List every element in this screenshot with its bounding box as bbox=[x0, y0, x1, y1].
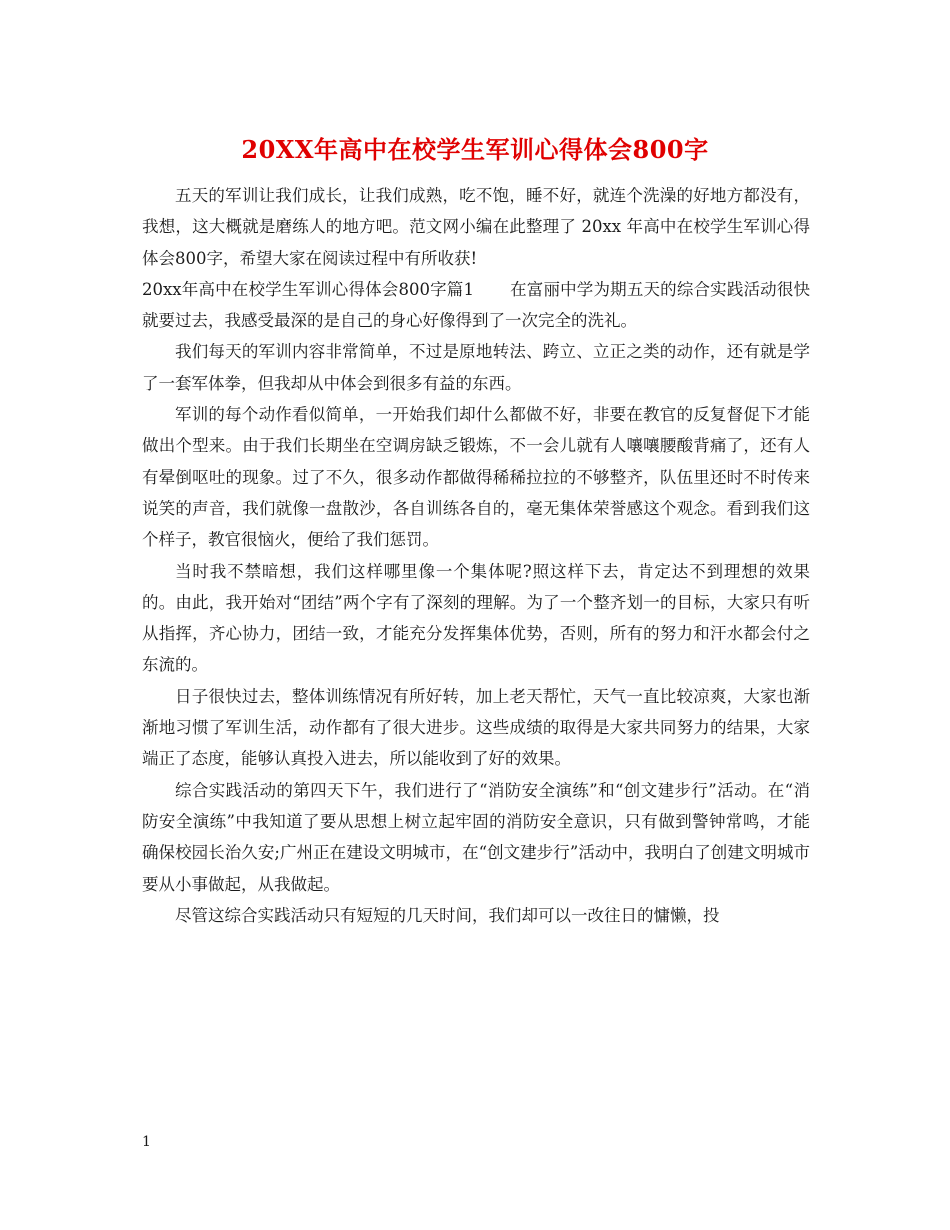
body-paragraph: 军训的每个动作看似简单，一开始我们却什么都做不好，非要在教官的反复督促下才能做出个型来。由于我们长期坐在空调房缺乏锻炼，不一会儿就有人嚷嚷腰酸背痛了，还有人有晕倒呕吐的现象。过了不久，很多动作都做得稀稀拉拉的不够整齐，队伍里还时不时传来说笑的声音，我们就像一盘散沙，各自训练各自的，毫无集体荣誉感这个观念。看到我们这个样子，教官很恼火，便给了我们惩罚。 bbox=[142, 405, 810, 550]
page-number: 1 bbox=[142, 1134, 151, 1150]
intro-paragraph: 五天的军训让我们成长，让我们成熟，吃不饱，睡不好，就连个洗澡的好地方都没有，我想，这大概就是磨练人的地方吧。范文网小编在此整理了 20xx 年高中在校学生军训心得体会800字，希望大家在阅读过程中有所收获! bbox=[142, 186, 810, 268]
body-paragraph: 综合实践活动的第四天下午，我们进行了“消防安全演练”和“创文建步行”活动。在“消防安全演练”中我知道了要从思想上树立起牢固的消防安全意识，只有做到警钟常鸣，才能确保校园长治久安;广州正在建设文明城市，在“创文建步行”活动中，我明白了创建文明城市要从小事做起，从我做起。 bbox=[142, 780, 810, 894]
body-paragraph: 当时我不禁暗想，我们这样哪里像一个集体呢?照这样下去，肯定达不到理想的效果的。由此，我开始对“团结”两个字有了深刻的理解。为了一个整齐划一的目标，大家只有听从指挥，齐心协力，团结一致，才能充分发挥集体优势，否则，所有的努力和汗水都会付之东流的。 bbox=[142, 561, 810, 675]
body-paragraph: 日子很快过去，整体训练情况有所好转，加上老天帮忙，天气一直比较凉爽，大家也渐渐地习惯了军训生活，动作都有了很大进步。这些成绩的取得是大家共同努力的结果，大家端正了态度，能够认真投入进去，所以能收到了好的效果。 bbox=[142, 686, 810, 769]
section-paragraph bbox=[142, 274, 810, 337]
section-first-sentence: 在富丽中学为期五天的综合实践活动很快就要过去，我感受最深的是自己的身心好像得到了一次完全的洗礼。 bbox=[142, 279, 810, 331]
section-heading: 20xx年高中在校学生军训心得体会800字篇1 bbox=[142, 279, 474, 299]
body-paragraph-continued: 尽管这综合实践活动只有短短的几天时间，我们却可以一改往日的慵懒，投 bbox=[175, 905, 720, 925]
body-paragraph: 我们每天的军训内容非常简单，不过是原地转法、跨立、立正之类的动作，还有就是学了一套军体拳，但我却从中体会到很多有益的东西。 bbox=[142, 342, 810, 393]
document-body bbox=[142, 180, 810, 931]
document-title: 20XX年高中在校学生军训心得体会800字 bbox=[241, 135, 709, 164]
